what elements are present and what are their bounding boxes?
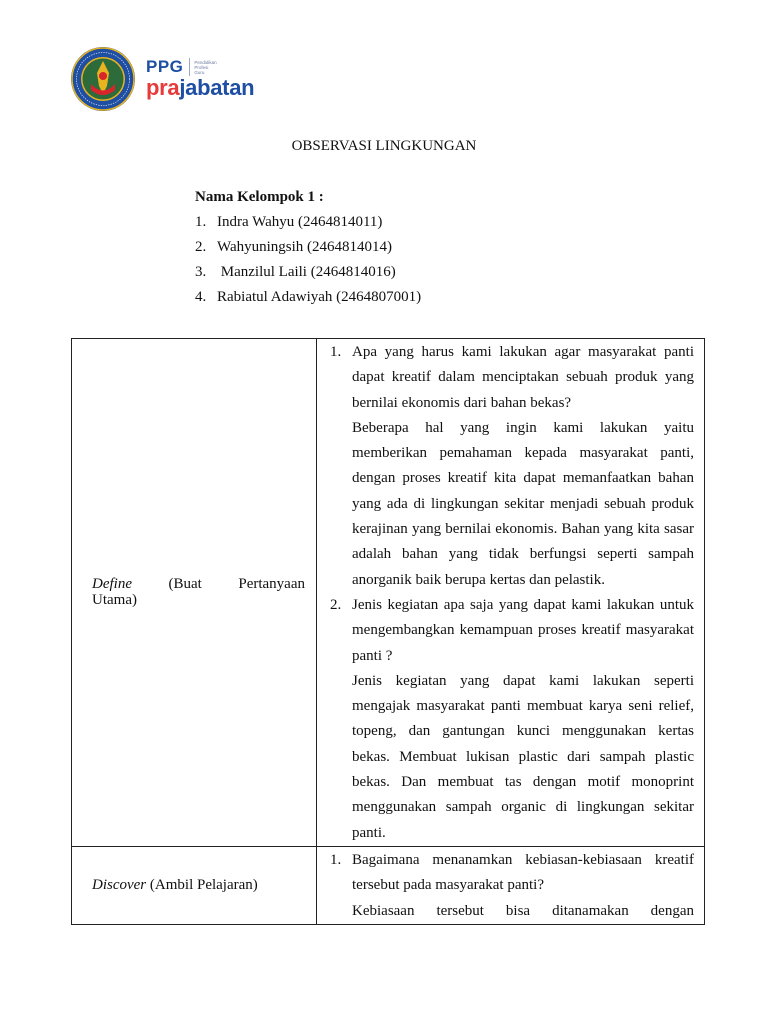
answer-text: Beberapa hal yang ingin kami lakukan yaitu memberikan pemahaman kepada masyarakat panti, dengan proses kreatif kita dapat memanfaatkan bahan yang ada di lingkungan sekitar menjadi sebuah produk kerajinan yang bernilai ekonomis. Bahan yang kita sasar adalah bahan yang tidak berfungsi seperti sampah anorganik baik berupa kertas dan pelastik. — [352, 419, 694, 588]
define-label-cell: Define (Buat Pertanyaan Utama) — [72, 339, 317, 847]
ppg-wordmark: PPG — [146, 57, 184, 76]
answer-text: Jenis kegiatan yang dapat kami lakukan seperti mengajak masyarakat panti membuat karya seni relief, topeng, dan gantungan kunci menggunakan kertas bekas. Membuat lukisan plastic dari sampah plastic bekas. Dan membuat tas dengan motif monoprint menggunakan sampah organic di lingkungan sekitar panti. — [352, 672, 694, 841]
prajabatan-wordmark: prajabatan — [146, 75, 255, 100]
header-logos — [70, 44, 254, 114]
list-item: 1. Bagaimana menanamkan kebiasan-kebiasaan kreatif tersebut pada masyarakat panti? Kebiasaan tersebut bisa ditanamakan dengan — [325, 848, 694, 924]
define-term: Define — [92, 576, 132, 593]
question-text: Jenis kegiatan apa saja yang dapat kami lakukan untuk mengembangkan kemampuan proses kreatif masyarakat panti ? — [352, 596, 694, 664]
member-item: 2. Wahyuningsih (2464814014) — [195, 239, 393, 255]
member-item: 1. Indra Wahyu (2464814011) — [195, 214, 383, 230]
discover-label-cell: Discover (Ambil Pelajaran) — [72, 846, 317, 924]
list-item: 1. Apa yang harus kami lakukan agar masyarakat panti dapat kreatif dalam menciptakan sebuah produk yang bernilai ekonomis dari bahan bekas? Beberapa hal yang ingin kami lakukan yaitu memberikan pemahaman kepada masyarakat panti, dengan proses kreatif kita dapat memanfaatkan bahan yang ada di lingkungan sekitar menjadi sebuah produk kerajinan yang bernilai ekonomis. Bahan yang kita sasar adalah bahan yang tidak berfungsi seperti sampah anorganik baik berupa kertas dan pelastik. — [325, 340, 694, 593]
list-item: 2. Jenis kegiatan apa saja yang dapat kami lakukan untuk mengembangkan kemampuan proses kreatif masyarakat panti ? Jenis kegiatan yang dapat kami lakukan seperti mengajak masyarakat panti membuat karya seni relief, topeng, dan gantungan kunci menggunakan kertas bekas. Membuat lukisan plastic dari sampah plastic bekas. Dan membuat tas dengan motif monoprint menggunakan sampah organic di lingkungan sekitar panti. — [325, 593, 694, 846]
discover-term: Discover — [92, 877, 147, 894]
group-title: Nama Kelompok 1 : — [195, 189, 324, 205]
discover-row — [72, 846, 705, 924]
discover-content-cell — [317, 846, 705, 924]
group-members — [195, 185, 421, 310]
question-text: Apa yang harus kami lakukan agar masyarakat panti dapat kreatif dalam menciptakan sebuah produk yang bernilai ekonomis dari bahan bekas? — [352, 344, 694, 411]
ppg-divider — [189, 58, 190, 76]
answer-text: Kebiasaan tersebut bisa ditanamakan dengan — [352, 902, 694, 919]
university-seal-icon — [70, 46, 136, 112]
ppg-prajabatan-logo — [146, 57, 254, 101]
page-title: OBSERVASI LINGKUNGAN — [291, 138, 477, 154]
define-row — [72, 339, 705, 847]
member-item: 3. Manzilul Laili (2464814016) — [195, 264, 396, 280]
define-content-cell — [317, 339, 705, 847]
ppg-subtitle: Pendidikan Profesi Guru — [194, 59, 217, 75]
member-item: 4. Rabiatul Adawiyah (2464807001) — [195, 289, 422, 305]
question-text: Bagaimana menanamkan kebiasan-kebiasaan kreatif tersebut pada masyarakat panti? — [352, 851, 694, 894]
observation-table — [71, 338, 705, 925]
